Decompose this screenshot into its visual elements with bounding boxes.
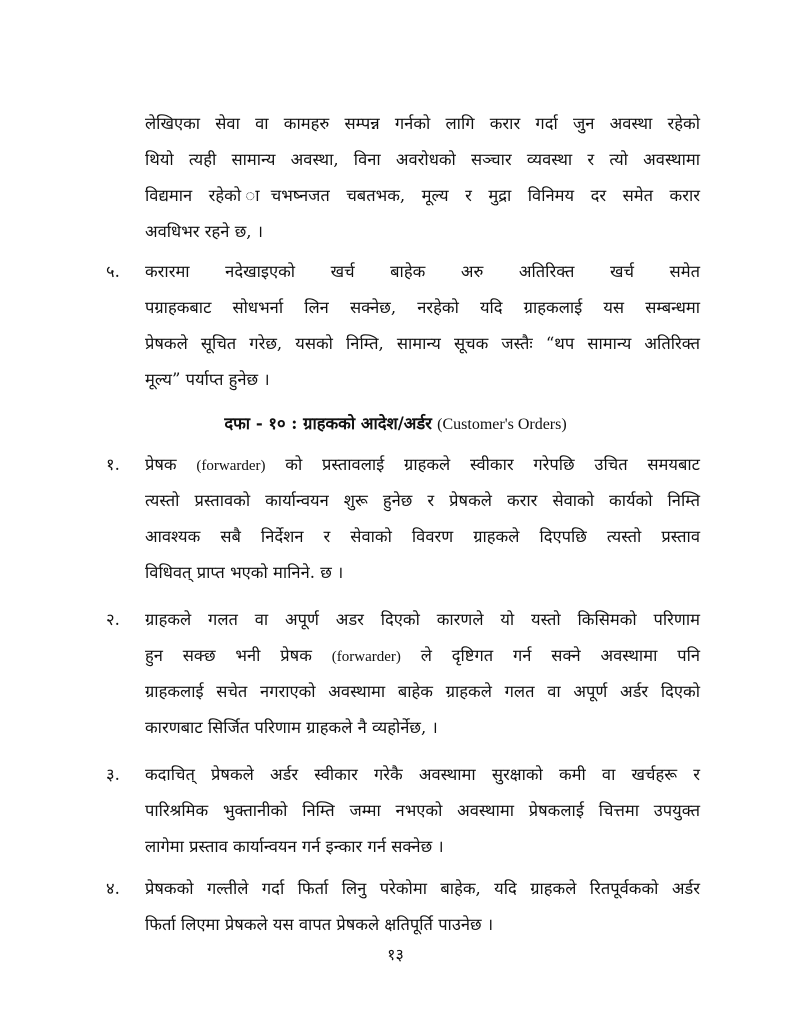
item-line: [145, 763, 700, 787]
item-text: ले दृष्टिगत गर्न सक्ने अवस्थामा पनि: [400, 646, 701, 665]
item-line: [145, 680, 700, 704]
item-number: ४.: [106, 879, 120, 898]
intro-line: लेखिएका सेवा वा कामहरु सम्पन्न गर्नको लागि करार गर्दा जुन अवस्था रहेको: [145, 114, 700, 133]
item-line: [145, 608, 700, 632]
intro-line: थियो त्यही सामान्य अवस्था, विना अवरोधको सञ्चार व्यवस्था र त्यो अवस्थामा: [145, 150, 700, 169]
item-text: हुन सक्छ भनी प्रेषक: [145, 646, 332, 665]
item-line: [145, 644, 700, 669]
section-heading-english: (Customer's Orders): [437, 416, 567, 433]
item-text: ग्राहकलाई सचेत नगराएको अवस्थामा बाहेक ग्राहकले गलत वा अपूर्ण अर्डर दिएको: [145, 682, 700, 701]
item-line: [145, 525, 700, 549]
item-line: [145, 835, 700, 859]
item-text: पारिश्रमिक भुक्तानीको निम्ति जम्मा नभएको अवस्थामा प्रेषकलाई चित्तमा उपयुक्त: [145, 801, 700, 820]
item-text: कदाचित् प्रेषकले अर्डर स्वीकार गरेकै अवस्थामा सुरक्षाको कमी वा खर्चहरू र: [145, 765, 700, 784]
item-text: लागेमा प्रस्ताव कार्यान्वयन गर्न इन्कार गर्न सक्नेछ ।: [145, 837, 444, 856]
item-text: प्रेषक: [145, 455, 197, 474]
clause-line: मूल्य” पर्याप्त हुनेछ ।: [145, 370, 270, 389]
item-text: प्रेषकको गल्तीले गर्दा फिर्ता लिनु परेकोमा बाहेक, यदि ग्राहकले रितपूर्वकको अर्डर: [145, 879, 700, 898]
item-line: [145, 877, 700, 901]
clause-line: प्रेषकले सूचित गरेछ, यसको निम्ति, सामान्य सूचक जस्तैः “थप सामान्य अतिरिक्त: [145, 334, 700, 353]
item-number: १.: [106, 455, 120, 474]
page-number: १३: [387, 945, 404, 964]
clause-line: करारमा नदेखाइएको खर्च बाहेक अरु अतिरिक्त खर्च समेत: [145, 262, 700, 281]
item-text: कारणबाट सिर्जित परिणाम ग्राहकले नै व्यहोर्नेछ, ।: [145, 718, 438, 737]
intro-line: विद्यमान रहेको ाचभष्नजत चबतभक, मूल्य र मुद्रा विनिमय दर समेत करार: [145, 186, 700, 205]
item-line: [145, 716, 700, 740]
clause-line: पग्राहकबाट सोधभर्ना लिन सक्नेछ, नरहेको यदि ग्राहकलाई यस सम्बन्धमा: [145, 298, 700, 317]
section-heading: [0, 412, 791, 437]
item-line: [145, 561, 700, 585]
item-text: फिर्ता लिएमा प्रेषकले यस वापत प्रेषकले क्षतिपूर्ति पाउनेछ ।: [145, 915, 494, 934]
item-text: को प्रस्तावलाई ग्राहकले स्वीकार गरेपछि उचित समयबाट: [265, 455, 700, 474]
item-line: [145, 799, 700, 823]
item-line: [145, 913, 700, 937]
item-line: [145, 453, 700, 478]
item-number: ३.: [106, 765, 120, 784]
clause-number: ५.: [106, 262, 120, 281]
item-text: (forwarder): [331, 649, 401, 665]
item-text: त्यस्तो प्रस्तावको कार्यान्वयन शुरू हुनेछ र प्रेषकले करार सेवाको कार्यको निम्ति: [145, 491, 700, 510]
intro-line: अवधिभर रहने छ, ।: [145, 222, 264, 241]
item-text: विधिवत् प्राप्त भएको मानिने. छ ।: [145, 563, 344, 582]
item-line: [145, 489, 700, 513]
item-text: ग्राहकले गलत वा अपूर्ण अडर दिएको कारणले यो यस्तो किसिमको परिणाम: [145, 610, 700, 629]
item-text: आवश्यक सबै निर्देशन र सेवाको विवरण ग्राहकले दिएपछि त्यस्तो प्रस्ताव: [145, 527, 700, 546]
item-number: २.: [106, 610, 120, 629]
item-text: (forwarder): [196, 458, 266, 474]
section-heading-text: दफा - १० : ग्राहकको आदेश/अर्डर: [224, 414, 432, 433]
